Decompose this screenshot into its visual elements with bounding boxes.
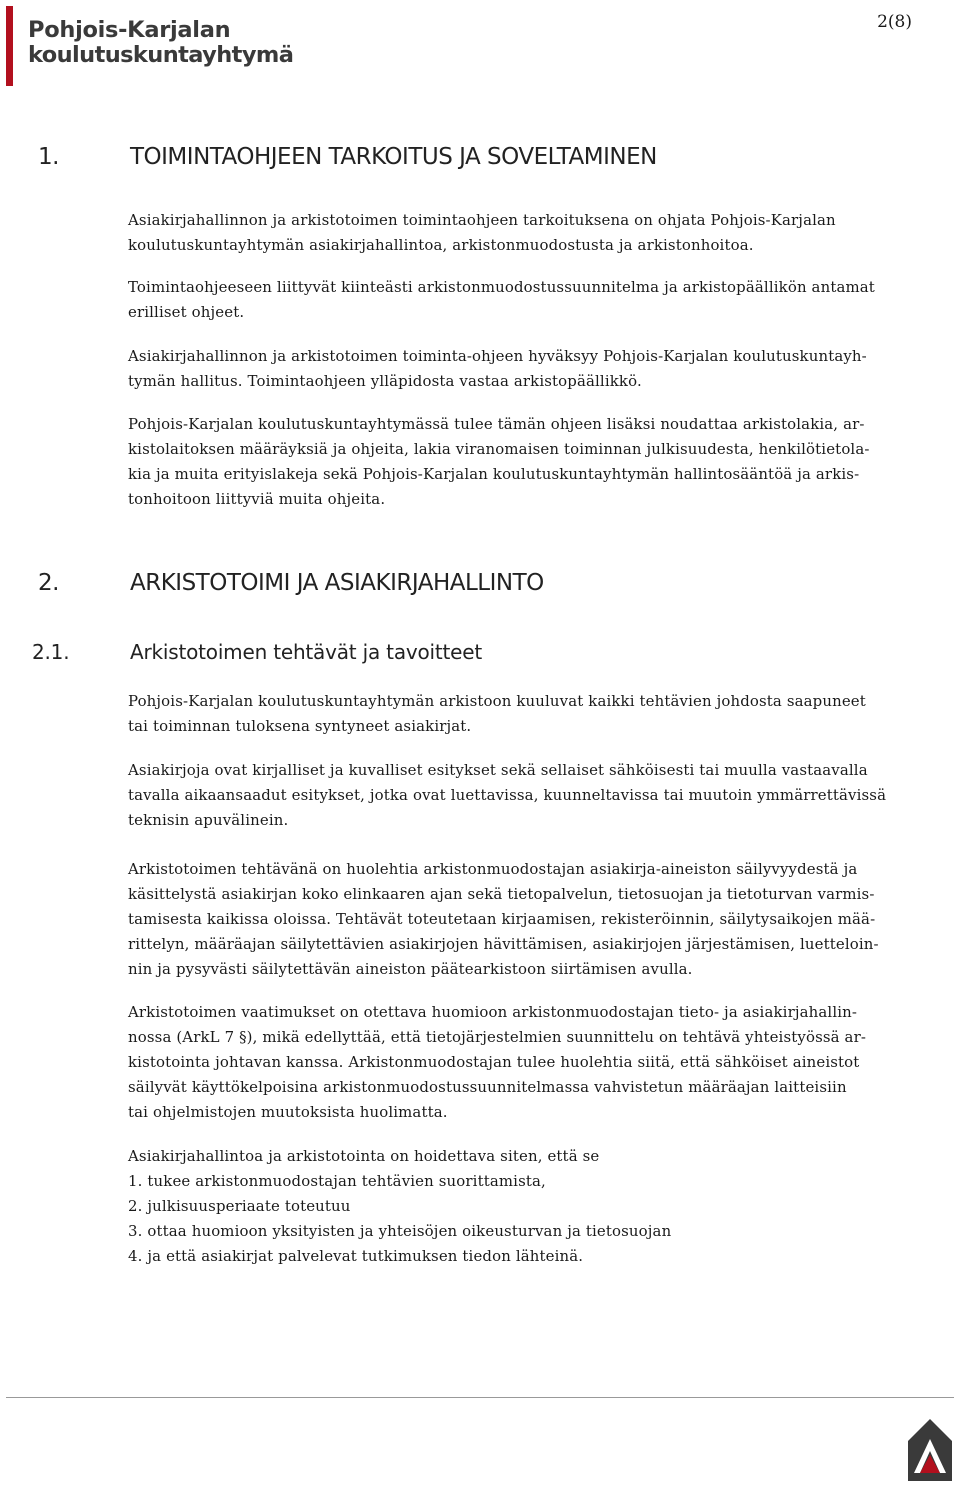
- paragraph-1-2: [128, 275, 958, 325]
- paragraph-1-3: [128, 344, 958, 394]
- text-line: säilyvät käyttökelpoisina arkistonmuodostussuunnitelmassa vahvistetun määräajan laitteisiin: [128, 1078, 847, 1096]
- section-2-1-number: 2.1.: [32, 640, 70, 664]
- text-line: Asiakirjahallinnon ja arkistotoimen toiminta-ohjeen hyväksyy Pohjois-Karjalan koulutuskuntayh-: [128, 347, 867, 365]
- text-line: Asiakirjahallintoa ja arkistotointa on hoidettava siten, että se: [128, 1147, 600, 1165]
- text-line: koulutuskuntayhtymän asiakirjahallintoa, arkistonmuodostusta ja arkistonhoitoa.: [128, 236, 754, 254]
- text-line: Pohjois-Karjalan koulutuskuntayhtymässä tulee tämän ohjeen lisäksi noudattaa arkistolakia, ar-: [128, 415, 865, 433]
- text-line: teknisin apuvälinein.: [128, 811, 289, 829]
- text-line: kistotointa johtavan kanssa. Arkistonmuodostajan tulee huolehtia siitä, että sähköiset aineistot: [128, 1053, 860, 1071]
- list-item: 1. tukee arkistonmuodostajan tehtävien suorittamista,: [128, 1172, 546, 1190]
- section-1-heading: [38, 144, 657, 170]
- text-line: Toimintaohjeeseen liittyvät kiinteästi arkistonmuodostussuunnitelma ja arkistopäällikön antamat: [128, 278, 875, 296]
- text-line: Arkistotoimen tehtävänä on huolehtia arkistonmuodostajan asiakirja-aineiston säilyvyydestä ja: [128, 860, 858, 878]
- section-2-heading: [38, 570, 544, 596]
- text-line: käsittelystä asiakirjan koko elinkaaren ajan sekä tietopalvelun, tietosuojan ja tietoturvan varmis-: [128, 885, 875, 903]
- text-line: Pohjois-Karjalan koulutuskuntayhtymän arkistoon kuuluvat kaikki tehtävien johdosta saapuneet: [128, 692, 866, 710]
- text-line: tonhoitoon liittyviä muita ohjeita.: [128, 490, 386, 508]
- text-line: kia ja muita erityislakeja sekä Pohjois-Karjalan koulutuskuntayhtymän hallintosääntöä ja arkis-: [128, 465, 860, 483]
- paragraph-2-1-2: [128, 758, 958, 833]
- text-line: tavalla aikaansaadut esitykset, jotka ovat luettavissa, kuunneltavissa tai muutoin ymmärrettävissä: [128, 786, 887, 804]
- text-line: rittelyn, määräajan säilytettävien asiakirjojen hävittämisen, asiakirjojen järjestämisen, luetteloin-: [128, 935, 879, 953]
- text-line: tai toiminnan tuloksena syntyneet asiakirjat.: [128, 717, 472, 735]
- section-2-1-heading: [32, 640, 482, 664]
- logo-accent-bar: [6, 6, 13, 86]
- text-line: tai ohjelmistojen muutoksista huolimatta.: [128, 1103, 448, 1121]
- list-item: 3. ottaa huomioon yksityisten ja yhteisöjen oikeusturvan ja tietosuojan: [128, 1222, 672, 1240]
- logo-line-1: Pohjois-Karjalan: [28, 17, 231, 43]
- text-line: Arkistotoimen vaatimukset on otettava huomioon arkistonmuodostajan tieto- ja asiakirjahallin-: [128, 1003, 858, 1021]
- paragraph-1-1: [128, 208, 958, 258]
- footer-divider: [6, 1397, 954, 1398]
- text-line: tamisesta kaikissa oloissa. Tehtävät toteutetaan kirjaamisen, rekisteröinnin, säilytysaikojen mää-: [128, 910, 876, 928]
- paragraph-2-1-3: [128, 857, 958, 982]
- paragraph-2-1-1: [128, 689, 958, 739]
- text-line: Asiakirjahallinnon ja arkistotoimen toimintaohjeen tarkoituksena on ohjata Pohjois-Karjalan: [128, 211, 836, 229]
- logo-line-2: koulutuskuntayhtymä: [28, 42, 294, 68]
- text-line: kistolaitoksen määräyksiä ja ohjeita, lakia viranomaisen toiminnan julkisuudesta, henkilötietola-: [128, 440, 870, 458]
- section-2-number: 2.: [38, 570, 59, 596]
- text-line: tymän hallitus. Toimintaohjeen ylläpidosta vastaa arkistopäällikkö.: [128, 372, 642, 390]
- page-number: 2(8): [877, 12, 912, 32]
- text-line: erilliset ohjeet.: [128, 303, 245, 321]
- seal-icon: [906, 1417, 954, 1483]
- section-1-number: 1.: [38, 144, 59, 170]
- paragraph-1-4: [128, 412, 958, 512]
- text-line: Asiakirjoja ovat kirjalliset ja kuvalliset esitykset sekä sellaiset sähköisesti tai muulla vastaavalla: [128, 761, 868, 779]
- list-item: 2. julkisuusperiaate toteutuu: [128, 1197, 351, 1215]
- paragraph-2-1-4: [128, 1000, 958, 1125]
- section-2-title: ARKISTOTOIMI JA ASIAKIRJAHALLINTO: [130, 570, 544, 596]
- paragraph-2-1-5: [128, 1144, 958, 1269]
- text-line: nin ja pysyvästi säilytettävän aineiston päätearkistoon siirtämisen avulla.: [128, 960, 693, 978]
- organization-logo: [28, 18, 293, 68]
- text-line: nossa (ArkL 7 §), mikä edellyttää, että tietojärjestelmien suunnittelu on tehtävä yhteistyössä ar-: [128, 1028, 867, 1046]
- section-1-title: TOIMINTAOHJEEN TARKOITUS JA SOVELTAMINEN: [130, 144, 657, 170]
- list-item: 4. ja että asiakirjat palvelevat tutkimuksen tiedon lähteinä.: [128, 1247, 584, 1265]
- section-2-1-title: Arkistotoimen tehtävät ja tavoitteet: [130, 640, 483, 664]
